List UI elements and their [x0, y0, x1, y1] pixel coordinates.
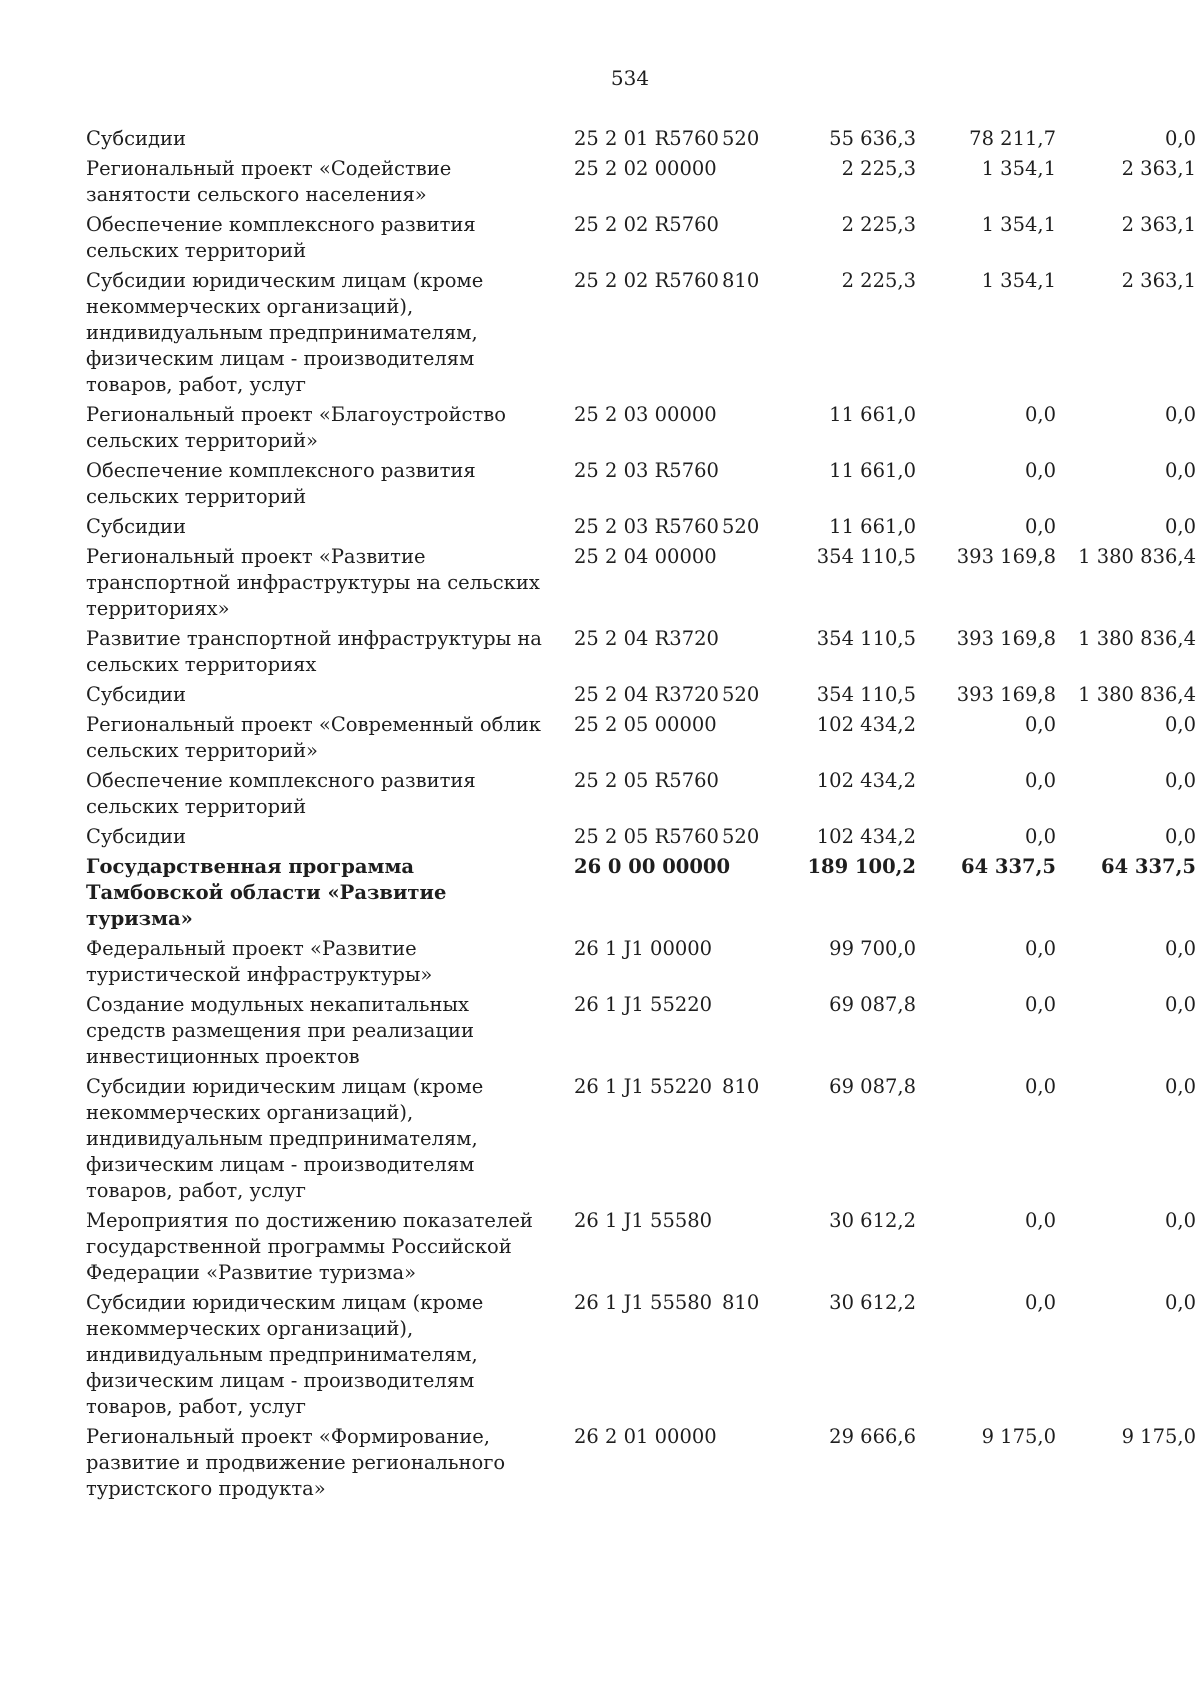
row-name-cell: Региональный проект «Развитие транспортной инфраструктуры на сельских территориях»	[86, 545, 540, 620]
row-expense-type-cell	[712, 1424, 792, 1506]
row-expense-type-cell	[712, 544, 792, 626]
row-code-cell: 25 2 04 R3720	[574, 683, 719, 706]
row-value-2024-cell: 102 434,2	[816, 769, 916, 792]
row-name-cell: Субсидии	[86, 683, 187, 706]
row-value-2025-cell: 1 354,1	[981, 269, 1056, 292]
row-value-2026-cell: 0,0	[1164, 713, 1196, 736]
row-value-2025-cell: 64 337,5	[961, 855, 1056, 878]
row-code-cell: 25 2 05 R5760	[574, 769, 719, 792]
table-row	[86, 768, 1196, 824]
row-value-2024-cell: 30 612,2	[829, 1291, 916, 1314]
row-value-2026-cell: 2 363,1	[1121, 269, 1196, 292]
row-code-cell: 25 2 04 R3720	[574, 627, 719, 650]
row-value-2024-cell: 11 661,0	[829, 403, 916, 426]
row-value-2025-cell: 0,0	[1024, 713, 1056, 736]
row-value-2026-cell: 1 380 836,4	[1078, 683, 1196, 706]
row-value-2026-cell: 0,0	[1164, 993, 1196, 1016]
row-value-2026-cell: 1 380 836,4	[1078, 545, 1196, 568]
row-code-cell: 25 2 03 R5760	[574, 459, 719, 482]
row-value-2024-cell: 99 700,0	[829, 937, 916, 960]
row-name-cell: Субсидии юридическим лицам (кроме некоммерческих организаций), индивидуальным предпринимателям, физическим лицам - производителям товаров, работ, услуг	[86, 1075, 484, 1202]
page-number: 534	[610, 66, 650, 90]
row-name-cell: Региональный проект «Формирование, развитие и продвижение регионального туристского продукта»	[86, 1425, 506, 1500]
row-expense-type-cell	[712, 936, 792, 992]
row-value-2024-cell: 2 225,3	[841, 157, 916, 180]
row-code-cell: 25 2 03 00000	[574, 403, 717, 426]
table-row	[86, 458, 1196, 514]
budget-table	[86, 126, 1196, 1506]
row-value-2026-cell: 0,0	[1164, 937, 1196, 960]
row-value-2025-cell: 0,0	[1024, 769, 1056, 792]
table-row	[86, 1074, 1196, 1208]
row-expense-type-cell	[712, 156, 792, 212]
row-code-cell: 26 1 J1 00000	[574, 937, 713, 960]
table-row	[86, 626, 1196, 682]
row-value-2025-cell: 0,0	[1024, 937, 1056, 960]
row-expense-type-cell: 520	[722, 127, 760, 150]
row-code-cell: 26 0 00 00000	[574, 855, 731, 878]
row-expense-type-cell	[712, 992, 792, 1074]
row-value-2025-cell: 78 211,7	[969, 127, 1056, 150]
table-row	[86, 682, 1196, 712]
row-value-2026-cell: 2 363,1	[1121, 213, 1196, 236]
row-name-cell: Мероприятия по достижению показателей государственной программы Российской Федерации «Развитие туризма»	[86, 1209, 533, 1284]
row-value-2025-cell: 0,0	[1024, 1291, 1056, 1314]
row-expense-type-cell	[712, 768, 792, 824]
table-row	[86, 1290, 1196, 1424]
row-value-2025-cell: 9 175,0	[981, 1425, 1056, 1448]
row-value-2024-cell: 30 612,2	[829, 1209, 916, 1232]
row-value-2025-cell: 393 169,8	[956, 627, 1056, 650]
table-row	[86, 712, 1196, 768]
row-code-cell: 25 2 02 00000	[574, 157, 717, 180]
row-value-2024-cell: 354 110,5	[816, 683, 916, 706]
row-name-cell: Региональный проект «Современный облик сельских территорий»	[86, 713, 541, 762]
row-value-2024-cell: 354 110,5	[816, 545, 916, 568]
row-code-cell: 26 1 J1 55220	[574, 1075, 713, 1098]
row-name-cell: Обеспечение комплексного развития сельских территорий	[86, 459, 476, 508]
table-row	[86, 212, 1196, 268]
row-code-cell: 25 2 02 R5760	[574, 269, 719, 292]
row-code-cell: 25 2 04 00000	[574, 545, 717, 568]
row-name-cell: Обеспечение комплексного развития сельских территорий	[86, 213, 476, 262]
row-code-cell: 25 2 03 R5760	[574, 515, 719, 538]
row-value-2025-cell: 393 169,8	[956, 545, 1056, 568]
row-code-cell: 26 1 J1 55580	[574, 1291, 713, 1314]
row-value-2026-cell: 0,0	[1164, 127, 1196, 150]
table-row	[86, 544, 1196, 626]
row-name-cell: Субсидии	[86, 127, 187, 150]
row-code-cell: 25 2 01 R5760	[574, 127, 719, 150]
row-expense-type-cell	[712, 626, 792, 682]
row-code-cell: 25 2 05 R5760	[574, 825, 719, 848]
row-code-cell: 25 2 02 R5760	[574, 213, 719, 236]
table-row	[86, 854, 1196, 936]
row-value-2026-cell: 0,0	[1164, 1075, 1196, 1098]
row-value-2024-cell: 189 100,2	[807, 855, 916, 878]
row-name-cell: Региональный проект «Благоустройство сельских территорий»	[86, 403, 506, 452]
row-value-2025-cell: 0,0	[1024, 1075, 1056, 1098]
table-row	[86, 156, 1196, 212]
row-name-cell: Субсидии юридическим лицам (кроме некоммерческих организаций), индивидуальным предпринимателям, физическим лицам - производителям товаров, работ, услуг	[86, 269, 484, 396]
row-expense-type-cell	[712, 1208, 792, 1290]
row-value-2024-cell: 354 110,5	[816, 627, 916, 650]
row-value-2024-cell: 69 087,8	[829, 1075, 916, 1098]
row-value-2025-cell: 0,0	[1024, 993, 1056, 1016]
row-expense-type-cell	[712, 458, 792, 514]
row-expense-type-cell: 520	[722, 683, 760, 706]
table-row	[86, 268, 1196, 402]
row-expense-type-cell	[712, 212, 792, 268]
row-value-2024-cell: 102 434,2	[816, 825, 916, 848]
row-code-cell: 26 1 J1 55580	[574, 1209, 713, 1232]
row-value-2026-cell: 0,0	[1164, 769, 1196, 792]
table-row	[86, 402, 1196, 458]
row-code-cell: 25 2 05 00000	[574, 713, 717, 736]
row-value-2026-cell: 0,0	[1164, 459, 1196, 482]
row-value-2026-cell: 0,0	[1164, 1291, 1196, 1314]
row-code-cell: 26 1 J1 55220	[574, 993, 713, 1016]
row-value-2025-cell: 1 354,1	[981, 157, 1056, 180]
row-value-2026-cell: 9 175,0	[1121, 1425, 1196, 1448]
row-value-2026-cell: 1 380 836,4	[1078, 627, 1196, 650]
row-expense-type-cell: 810	[722, 1075, 760, 1098]
row-value-2025-cell: 0,0	[1024, 825, 1056, 848]
row-expense-type-cell	[712, 402, 792, 458]
row-value-2026-cell: 0,0	[1164, 515, 1196, 538]
row-value-2025-cell: 0,0	[1024, 1209, 1056, 1232]
row-name-cell: Субсидии	[86, 825, 187, 848]
table-row	[86, 824, 1196, 854]
row-value-2025-cell: 0,0	[1024, 515, 1056, 538]
row-value-2025-cell: 393 169,8	[956, 683, 1056, 706]
row-name-cell: Развитие транспортной инфраструктуры на сельских территориях	[86, 627, 542, 676]
row-expense-type-cell	[712, 712, 792, 768]
row-name-cell: Государственная программа Тамбовской области «Развитие туризма»	[86, 855, 447, 930]
row-value-2026-cell: 64 337,5	[1101, 855, 1196, 878]
row-name-cell: Федеральный проект «Развитие туристической инфраструктуры»	[86, 937, 433, 986]
row-expense-type-cell: 810	[722, 1291, 760, 1314]
row-expense-type-cell: 810	[722, 269, 760, 292]
row-value-2026-cell: 2 363,1	[1121, 157, 1196, 180]
row-value-2024-cell: 55 636,3	[829, 127, 916, 150]
row-name-cell: Создание модульных некапитальных средств размещения при реализации инвестиционных проектов	[86, 993, 474, 1068]
table-row	[86, 936, 1196, 992]
table-row	[86, 126, 1196, 156]
table-row	[86, 1424, 1196, 1506]
row-code-cell: 26 2 01 00000	[574, 1425, 717, 1448]
row-value-2026-cell: 0,0	[1164, 1209, 1196, 1232]
row-value-2025-cell: 0,0	[1024, 459, 1056, 482]
row-value-2024-cell: 102 434,2	[816, 713, 916, 736]
row-value-2024-cell: 2 225,3	[841, 213, 916, 236]
row-value-2025-cell: 0,0	[1024, 403, 1056, 426]
row-value-2026-cell: 0,0	[1164, 403, 1196, 426]
row-value-2025-cell: 1 354,1	[981, 213, 1056, 236]
row-value-2024-cell: 29 666,6	[829, 1425, 916, 1448]
row-expense-type-cell: 520	[722, 515, 760, 538]
table-row	[86, 992, 1196, 1074]
row-value-2024-cell: 11 661,0	[829, 459, 916, 482]
row-value-2024-cell: 2 225,3	[841, 269, 916, 292]
table-row	[86, 514, 1196, 544]
row-value-2024-cell: 11 661,0	[829, 515, 916, 538]
row-expense-type-cell: 520	[722, 825, 760, 848]
row-name-cell: Обеспечение комплексного развития сельских территорий	[86, 769, 476, 818]
row-name-cell: Субсидии юридическим лицам (кроме некоммерческих организаций), индивидуальным предпринимателям, физическим лицам - производителям товаров, работ, услуг	[86, 1291, 484, 1418]
row-value-2026-cell: 0,0	[1164, 825, 1196, 848]
table-row	[86, 1208, 1196, 1290]
row-name-cell: Субсидии	[86, 515, 187, 538]
row-value-2024-cell: 69 087,8	[829, 993, 916, 1016]
row-name-cell: Региональный проект «Содействие занятости сельского населения»	[86, 157, 452, 206]
